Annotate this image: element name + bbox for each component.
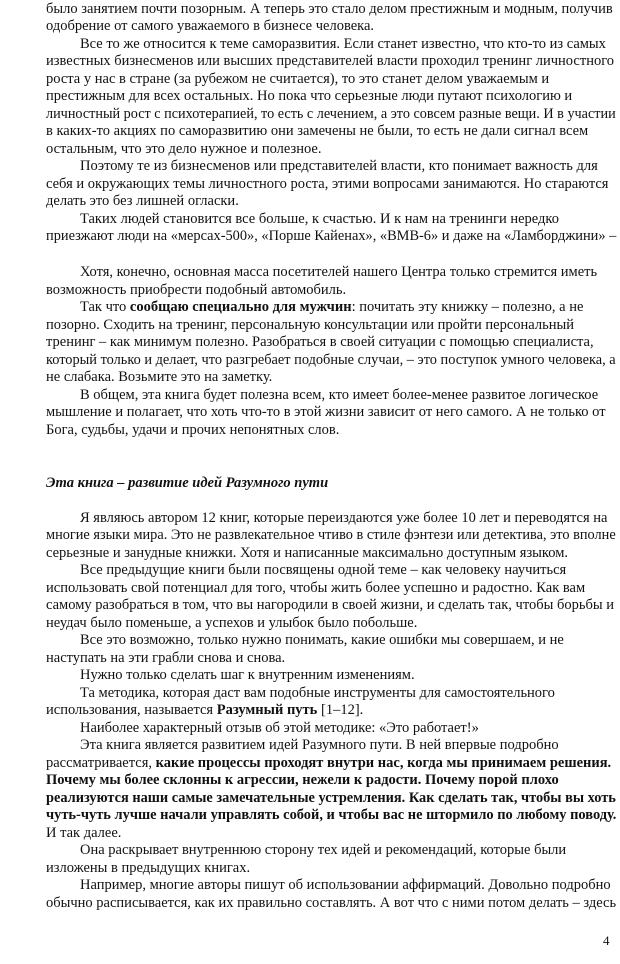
text-line: использовать свой потенциал для того, чтобы жить более успешно и радостно. Как вам <box>46 580 586 596</box>
text-line: самому разобраться в том, что вы нагородили в своей жизни, и сделать так, чтобы борьбы и <box>46 597 614 613</box>
text-run: рассматривается, <box>46 755 156 771</box>
text-line <box>80 299 583 316</box>
text-run: : почитать эту книжку – полезно, а не <box>351 299 584 315</box>
text-line: возможность приобрести подобный автомобиль. <box>46 282 347 298</box>
bold-run: Разумный путь <box>216 702 318 718</box>
text-line: приезжают люди на «мерсах-500», «Порше Кайенах», «ВМВ-6» и даже на «Ламборджини» – <box>46 228 617 244</box>
text-line <box>46 702 363 719</box>
text-line: позорно. Сходить на тренинг, персональную консультации или пройти персональный <box>46 317 574 333</box>
text-line: Наиболее характерный отзыв об этой методике: «Это работает!» <box>80 720 479 736</box>
text-line: Все это возможно, только нужно понимать, какие ошибки мы совершаем, и не <box>80 632 564 648</box>
text-line: Например, многие авторы пишут об использовании аффирмаций. Довольно подробно <box>80 877 611 893</box>
text-line: Хотя, конечно, основная масса посетителей нашего Центра только стремится иметь <box>80 264 598 280</box>
text-line: Та методика, которая даст вам подобные инструменты для самостоятельного <box>80 685 555 701</box>
text-line: роста у нас в стране (за рубежом не считается), то это станет делом уважаемым и <box>46 71 550 87</box>
text-line: мышление и полагает, что хоть что-то в этой жизни зависит от него самого. А не только от <box>46 404 606 420</box>
text-line: было занятием почти позорным. А теперь это стало делом престижным и модным, получив <box>46 1 613 17</box>
text-line: Она раскрывает внутреннюю сторону тех идей и рекомендаций, которые были <box>80 842 567 858</box>
text-line: Бога, судьбы, удачи и прочих непонятных слов. <box>46 422 340 438</box>
text-run: использования, называется <box>46 702 217 718</box>
text-line: остальным, что это дело нужное и полезное. <box>46 141 322 157</box>
text-line: неудач было поменьше, а успехов и улыбок было побольше. <box>46 615 418 631</box>
text-line: Нужно только сделать шаг к внутренним изменениям. <box>80 667 415 683</box>
bold-run: Почему мы более склонны к агрессии, нежели к радости. Почему порой плохо <box>46 772 559 788</box>
text-line: изложены в предыдущих книгах. <box>46 860 251 876</box>
text-line <box>46 755 611 772</box>
text-line: известных бизнесменов или высших представителей власти проходил тренинг личностного <box>46 53 615 69</box>
text-line: делать это без лишней огласки. <box>46 193 239 209</box>
text-line: наступать на эти грабли снова и снова. <box>46 650 286 666</box>
text-line <box>46 807 616 824</box>
text-line: Эта книга является развитием идей Разумного пути. В ней впервые подробно <box>80 737 559 753</box>
text-line: В общем, эта книга будет полезна всем, кто имеет более-менее развитое логическое <box>80 387 599 403</box>
text-line: И так далее. <box>46 825 122 841</box>
bold-run: какие процессы проходят внутри нас, когда мы принимаем решения. <box>155 755 612 771</box>
bold-run: сообщаю специально для мужчин <box>129 299 352 315</box>
text-line: одобрение от самого уважаемого в бизнесе человека. <box>46 18 375 34</box>
text-line: в каких-то акциях по саморазвитию они замечены не были, то есть не дали сигнал всем <box>46 123 589 139</box>
bold-run: чуть-чуть лучше начали управлять собой, и чтобы вас не штормило по любому поводу. <box>46 807 617 823</box>
text-run: Так что <box>80 299 130 315</box>
text-line: престижным для всех остальных. Но пока что серьезные люди путают психологию и <box>46 88 573 104</box>
text-line: тренинг – как минимум полезно. Разобраться в своей ситуации с помощью специалиста, <box>46 334 594 350</box>
text-line: не слабака. Возьмите это на заметку. <box>46 369 273 385</box>
text-line: Все предыдущие книги были посвящены одной теме – как человеку научиться <box>80 562 567 578</box>
text-line: личностный рост с психотерапией, то есть с лечением, а это совсем разные вещи. И в участии <box>46 106 616 122</box>
text-line: Все то же относится к теме саморазвития. Если станет известно, что кто-то из самых <box>80 36 606 52</box>
text-line <box>46 790 616 807</box>
text-line: который только и делает, что разгребает подобные случаи, – это поступок умного человека, а <box>46 352 616 368</box>
text-line: Поэтому те из бизнесменов или представителей власти, кто понимает важность для <box>80 158 598 174</box>
bold-run: реализуются наши самые замечательные устремления. Как сделать так, чтобы вы хоть <box>46 790 616 806</box>
page-number: 4 <box>603 933 610 948</box>
text-line: обычно расписывается, как их правильно составлять. А вот что с ними потом делать – здесь <box>46 895 617 911</box>
text-run: [1–12]. <box>317 702 364 718</box>
text-line: Таких людей становится все больше, к счастью. И к нам на тренинги нередко <box>80 211 559 227</box>
text-line: многие языки мира. Это не развлекательное чтиво в стиле фэнтези или детектива, это вполне <box>46 527 616 543</box>
text-line: серьезные и занудные книжки. Хотя и написанные максимально доступным языком. <box>46 545 568 561</box>
text-line: Я являюсь автором 12 книг, которые переиздаются уже более 10 лет и переводятся на <box>80 510 608 526</box>
text-line <box>46 772 559 789</box>
text-line: себя и окружающих темы личностного роста, этими вопросами занимаются. Но стараются <box>46 176 609 192</box>
section-heading: Эта книга – развитие идей Разумного пути <box>46 475 329 491</box>
